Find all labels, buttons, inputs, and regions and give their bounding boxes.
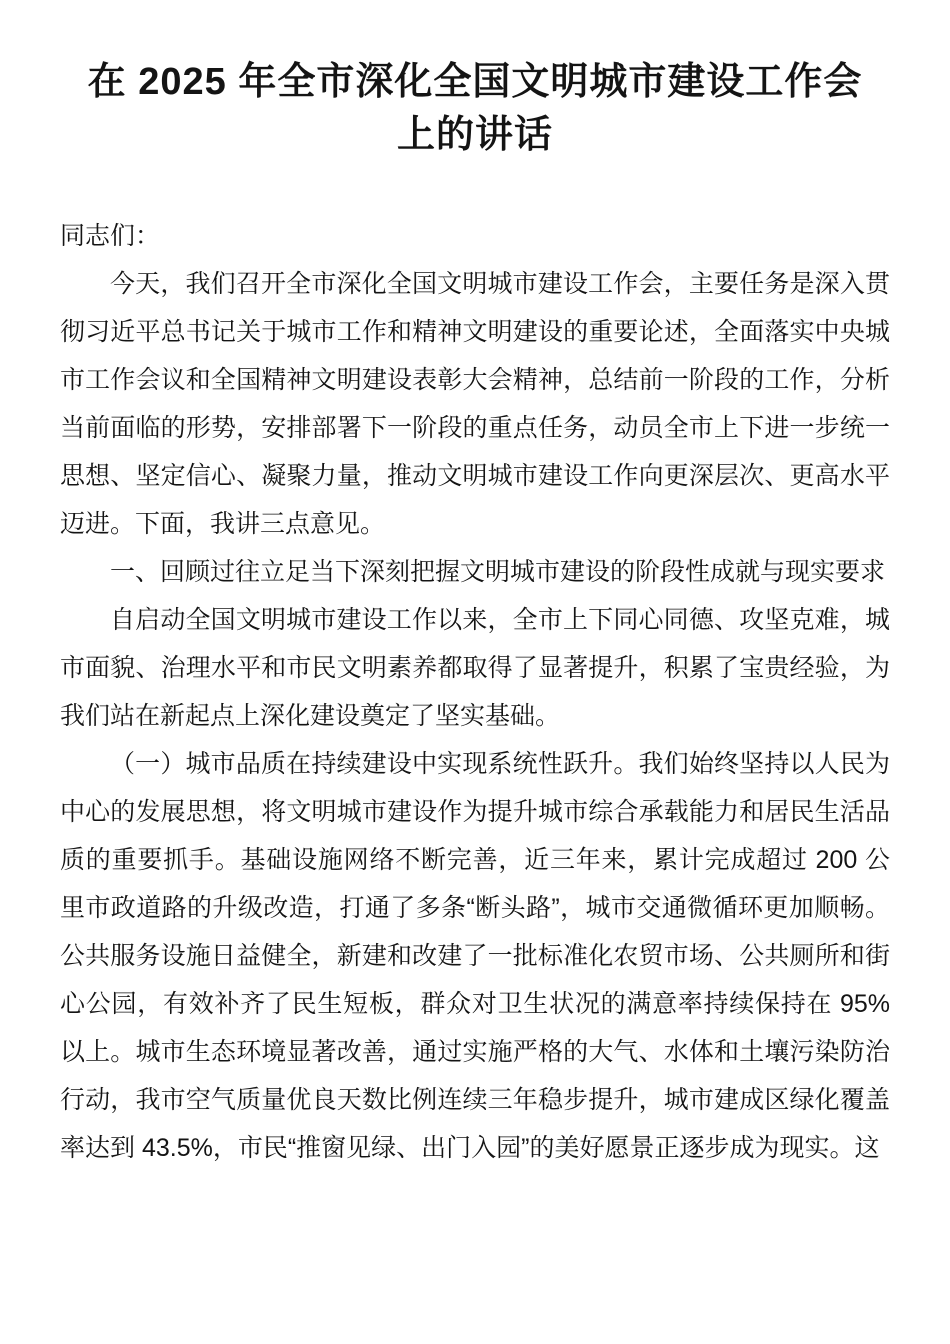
paragraph-review-summary: 自启动全国文明城市建设工作以来，全市上下同心同德、攻坚克难，城市面貌、治理水平和市民文明素养都取得了显著提升，积累了宝贵经验，为我们站在新起点上深化建设奠定了坚实基础。 <box>60 606 890 731</box>
paragraph-city-quality: （一）城市品质在持续建设中实现系统性跃升。我们始终坚持以人民为中心的发展思想，将文明城市建设作为提升城市综合承载能力和居民生活品质的重要抓手。基础设施网络不断完善，近三年来，累计完成超过 200 公里市政道路的升级改造，打通了多条“断头路”，城市交通微循环更加顺畅。公共服务设施日益健全，新建和改建了一批标准化农贸市场、公共厕所和街心公园，有效补齐了民生短板，群众对卫生状况的满意率持续保持在 95%以上。城市生态环境显著改善，通过实施严格的大气、水体和土壤污染防治行动，我市空气质量优良天数比例连续三年稳步提升，城市建成区绿化覆盖率达到 43.5%，市民“推窗见绿、出门入园”的美好愿景正逐步成为现实。这 <box>60 750 890 1163</box>
document-body <box>60 212 890 1172</box>
salutation-line: 同志们： <box>60 222 161 251</box>
section-heading-1: 一、回顾过往立足当下深刻把握文明城市建设的阶段性成就与现实要求 <box>110 558 886 587</box>
document-title: 在 2025 年全市深化全国文明城市建设工作会上的讲话 <box>87 61 863 157</box>
paragraph-opening: 今天，我们召开全市深化全国文明城市建设工作会，主要任务是深入贯彻习近平总书记关于城市工作和精神文明建设的重要论述，全面落实中央城市工作会议和全国精神文明建设表彰大会精神，总结前一阶段的工作，分析当前面临的形势，安排部署下一阶段的重点任务，动员全市上下进一步统一思想、坚定信心、凝聚力量，推动文明城市建设工作向更深层次、更高水平迈进。下面，我讲三点意见。 <box>60 270 890 539</box>
